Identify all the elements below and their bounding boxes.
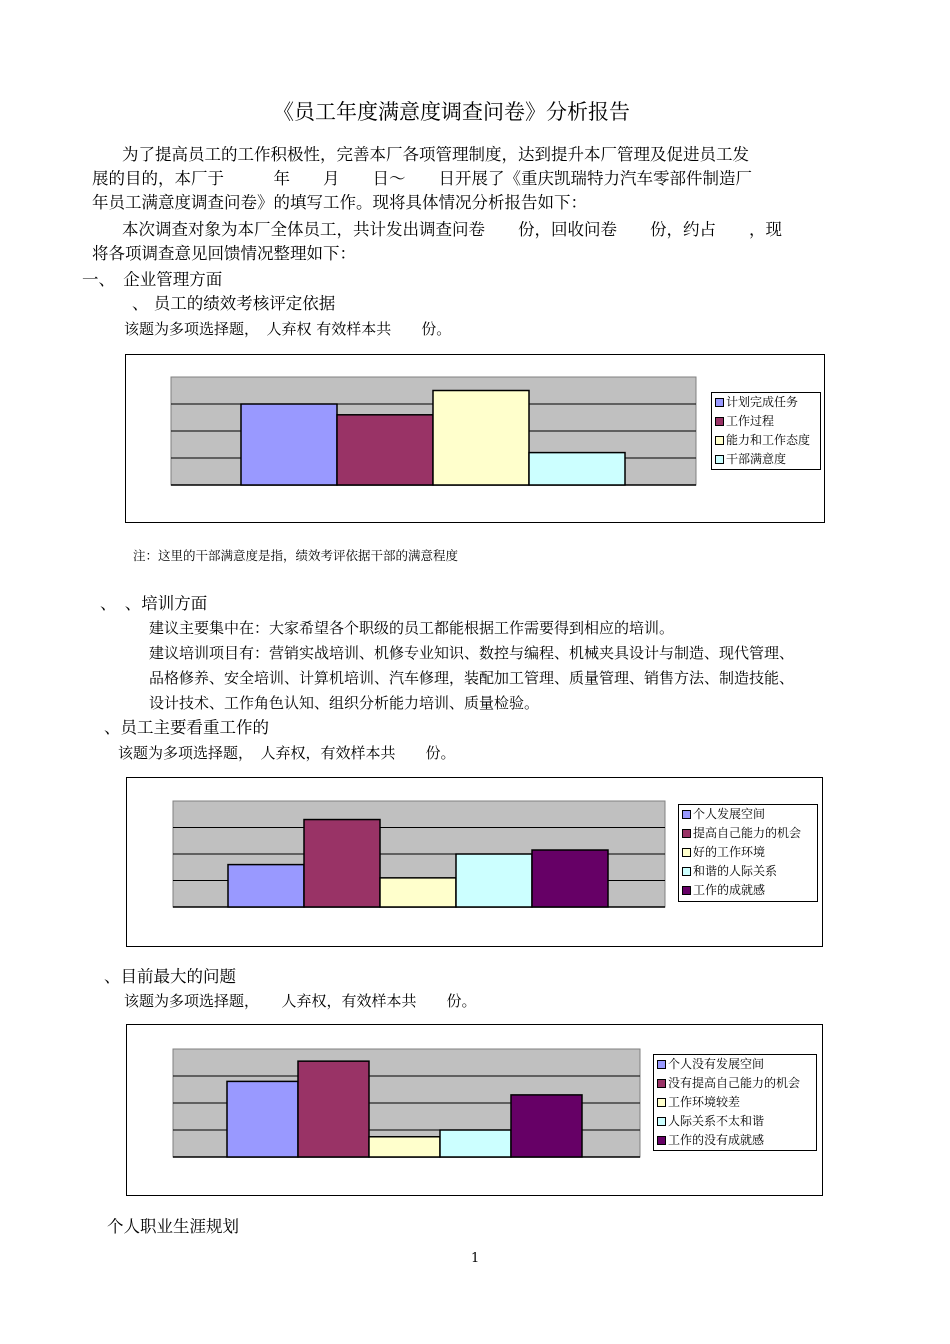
bar-4 bbox=[440, 1130, 511, 1157]
legend-swatch bbox=[682, 867, 691, 876]
legend-label: 好的工作环境 bbox=[693, 845, 766, 859]
legend-label: 工作的没有成就感 bbox=[668, 1133, 765, 1147]
section-2-heading: 、 、培训方面 bbox=[100, 594, 208, 613]
legend-item bbox=[654, 1093, 816, 1112]
legend-swatch bbox=[657, 1060, 666, 1069]
section-1-note: 注：这里的干部满意度是指，绩效考评依据干部的满意程度 bbox=[133, 548, 459, 563]
page-number: 1 bbox=[471, 1251, 480, 1266]
legend-swatch bbox=[682, 829, 691, 838]
chart-2-legend bbox=[678, 804, 818, 902]
legend-swatch bbox=[715, 417, 724, 426]
legend-swatch bbox=[657, 1079, 666, 1088]
bar-2 bbox=[337, 415, 433, 485]
chart-performance-basis bbox=[125, 354, 825, 523]
legend-label: 计划完成任务 bbox=[726, 395, 799, 409]
legend-item bbox=[712, 393, 820, 412]
training-line-1: 建议主要集中在：大家希望各个职级的员工都能根据工作需要得到相应的培训。 bbox=[149, 619, 675, 637]
legend-label: 没有提高自己能力的机会 bbox=[668, 1076, 801, 1090]
bar-3 bbox=[369, 1137, 440, 1157]
legend-item bbox=[654, 1074, 816, 1093]
legend-label: 工作环境较差 bbox=[668, 1095, 741, 1109]
legend-label: 提高自己能力的机会 bbox=[693, 826, 802, 840]
bar-2 bbox=[304, 820, 380, 907]
training-line-4: 设计技术、工作角色认知、组织分析能力培训、质量检验。 bbox=[149, 694, 540, 712]
legend-item bbox=[654, 1112, 816, 1131]
bar-3 bbox=[433, 391, 529, 486]
legend-swatch bbox=[682, 886, 691, 895]
chart-1-legend bbox=[711, 392, 821, 470]
legend-swatch bbox=[682, 810, 691, 819]
legend-label: 干部满意度 bbox=[726, 452, 787, 466]
bar-5 bbox=[532, 850, 608, 907]
bar-1 bbox=[241, 404, 337, 485]
training-line-3: 品格修养、安全培训、计算机培训、汽车修理，装配加工管理、质量管理、销售方法、制造技能、 bbox=[149, 669, 795, 687]
legend-item bbox=[679, 824, 817, 843]
legend-item bbox=[712, 450, 820, 469]
legend-label: 和谐的人际关系 bbox=[693, 864, 778, 878]
legend-swatch bbox=[715, 436, 724, 445]
legend-swatch bbox=[657, 1136, 666, 1145]
training-line-2: 建议培训项目有：营销实战培训、机修专业知识、数控与编程、机械夹具设计与制造、现代管理、 bbox=[149, 644, 795, 662]
section-3-heading: 、员工主要看重工作的 bbox=[104, 718, 269, 737]
bar-5 bbox=[511, 1095, 582, 1157]
legend-label: 工作的成就感 bbox=[693, 883, 766, 897]
intro-line-1: 为了提高员工的工作积极性，完善本厂各项管理制度，达到提升本厂管理及促进员工发 bbox=[122, 145, 749, 164]
legend-swatch bbox=[715, 398, 724, 407]
legend-swatch bbox=[682, 848, 691, 857]
page-title: 《员工年度满意度调查问卷》分析报告 bbox=[273, 100, 630, 124]
legend-item bbox=[679, 805, 817, 824]
section-1-description: 该题为多项选择题， 人弃权 有效样本共 份。 bbox=[124, 320, 452, 338]
legend-label: 个人发展空间 bbox=[693, 807, 766, 821]
legend-swatch bbox=[657, 1117, 666, 1126]
bar-4 bbox=[456, 854, 532, 907]
bar-4 bbox=[529, 453, 625, 485]
bar-1 bbox=[228, 865, 304, 907]
chart-work-priorities bbox=[126, 777, 823, 947]
legend-item bbox=[679, 843, 817, 862]
section-4-description: 该题为多项选择题， 人弃权，有效样本共 份。 bbox=[124, 992, 477, 1010]
legend-item bbox=[654, 1055, 816, 1074]
section-1-heading: 一、 企业管理方面 bbox=[82, 270, 223, 289]
legend-label: 个人没有发展空间 bbox=[668, 1057, 765, 1071]
section-5-heading: 个人职业生涯规划 bbox=[107, 1217, 239, 1236]
intro-line-2: 展的目的，本厂于 年 月 日～ 日开展了《重庆凯瑞特力汽车零部件制造厂 bbox=[92, 169, 752, 188]
chart-3-legend bbox=[653, 1054, 817, 1151]
section-3-description: 该题为多项选择题， 人弃权，有效样本共 份。 bbox=[118, 744, 456, 762]
legend-item bbox=[712, 412, 820, 431]
bar-1 bbox=[227, 1081, 298, 1157]
legend-item bbox=[654, 1131, 816, 1150]
intro-line-3: 年员工满意度调查问卷》的填写工作。现将具体情况分析报告如下： bbox=[92, 193, 587, 212]
section-1-subheading: 、 员工的绩效考核评定依据 bbox=[132, 294, 336, 313]
intro-line-4: 本次调查对象为本厂全体员工，共计发出调查问卷 份，回收问卷 份，约占 ，现 bbox=[122, 220, 782, 239]
bar-2 bbox=[298, 1061, 369, 1157]
section-4-heading: 、目前最大的问题 bbox=[104, 967, 236, 986]
legend-item bbox=[679, 862, 817, 881]
legend-item bbox=[679, 881, 817, 900]
intro-line-5: 将各项调查意见回馈情况整理如下： bbox=[92, 244, 356, 263]
legend-label: 人际关系不太和谐 bbox=[668, 1114, 765, 1128]
chart-biggest-problems bbox=[126, 1024, 823, 1196]
legend-swatch bbox=[657, 1098, 666, 1107]
bar-3 bbox=[380, 878, 456, 907]
legend-item bbox=[712, 431, 820, 450]
legend-label: 工作过程 bbox=[726, 414, 775, 428]
legend-label: 能力和工作态度 bbox=[726, 433, 811, 447]
legend-swatch bbox=[715, 455, 724, 464]
